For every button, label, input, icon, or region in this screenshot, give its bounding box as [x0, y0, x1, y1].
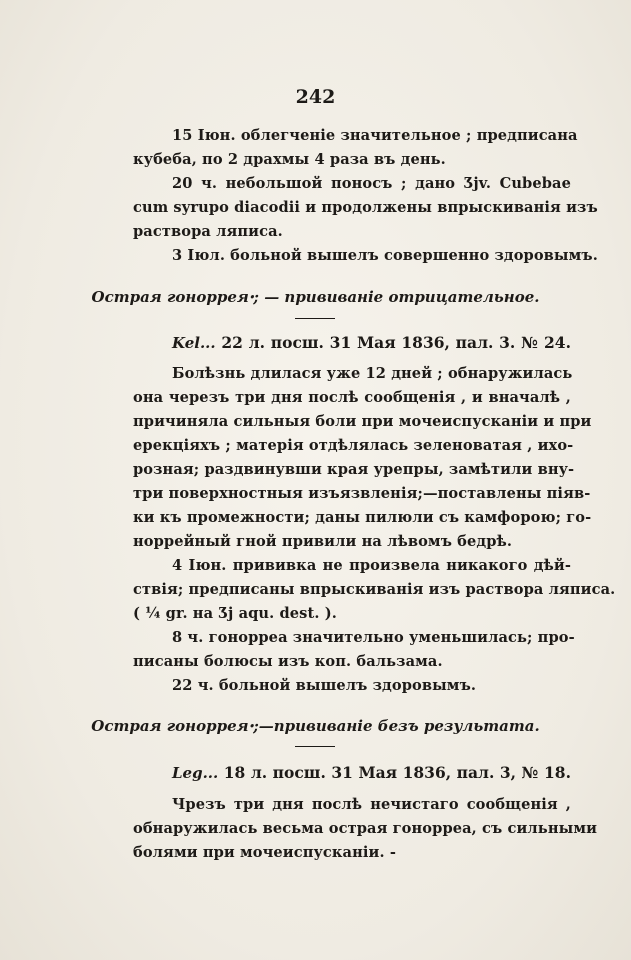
patient-name: Leg...: [172, 764, 219, 782]
text-line: обнаружилась весьма острая гонорреа, съ сильными: [133, 820, 598, 837]
text-line: она черезъ три дня послѣ сообщенія , и вначалѣ ,: [133, 389, 571, 406]
text-line: 3 Іюл. больной вышелъ совершенно здоровымъ.: [172, 247, 598, 264]
text-line: 15 Іюн. облегченіе значительное ; предписана: [172, 127, 578, 144]
text-line: болями при мочеиспусканіи. -: [133, 844, 396, 861]
text-line: cum syrupo diacodii и продолжены впрыскиванія изъ: [133, 199, 598, 216]
text-line: причиняла сильныя боли при мочеиспусканіи и при: [133, 413, 592, 430]
case-details: 22 л. посш. 31 Мая 1836, пал. 3. № 24.: [221, 333, 571, 352]
text-line: 22 ч. больной вышелъ здоровымъ.: [172, 677, 477, 694]
text-line: ерекціяхъ ; матерія отдѣлялась зеленоватая , ихо-: [133, 437, 574, 454]
text-line: ствія; предписаны впрыскиванія изъ раствора ляписа.: [133, 581, 616, 598]
text-line: Болѣзнь длилася уже 12 дней ; обнаружилась: [172, 365, 573, 382]
case-header: [172, 763, 571, 783]
case-header: [172, 333, 571, 353]
patient-name: Kel...: [172, 334, 216, 352]
text-line: три поверхностныя изъязвленія;—поставлены піяв-: [133, 485, 591, 502]
text-line: писаны болюсы изъ коп. бальзама.: [133, 653, 443, 670]
section-divider: [295, 746, 335, 747]
text-line: ( ¼ gr. на Ʒj aqu. dest. ).: [133, 605, 337, 622]
case-details: 18 л. посш. 31 Мая 1836, пал. 3, № 18.: [223, 763, 571, 782]
case-title: Острая гонорреяꞏ;—прививаніе безъ результата.: [91, 717, 540, 735]
text-line: ки къ промежности; даны пилюли съ камфорою; го-: [133, 509, 592, 526]
text-line: 20 ч. небольшой поносъ ; дано Ʒjv. Cubebae: [172, 175, 571, 192]
text-line: норрейный гной привили на лѣвомъ бедрѣ.: [133, 533, 513, 550]
text-line: 8 ч. гонорреа значительно уменьшилась; про-: [172, 629, 575, 646]
text-line: розная; раздвинувши края урепры, замѣтили вну-: [133, 461, 575, 478]
page-number: 242: [295, 86, 336, 108]
text-line: 4 Іюн. прививка не произвела никакого дѣй-: [172, 557, 571, 574]
section-divider: [295, 318, 335, 319]
text-line: раствора ляписа.: [133, 223, 283, 240]
text-line: кубеба, по 2 драхмы 4 раза въ день.: [133, 151, 446, 168]
text-line: Чрезъ три дня послѣ нечистаго сообщенія ,: [172, 796, 571, 813]
case-title: Острая гонорреяꞏ; — прививаніе отрицательное.: [91, 288, 540, 306]
